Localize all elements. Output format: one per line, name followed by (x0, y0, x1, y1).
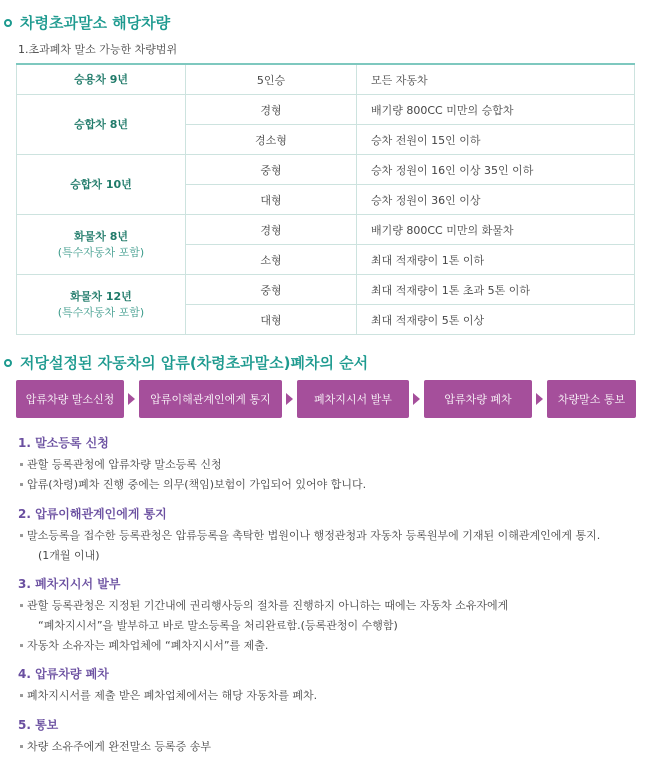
circle-bullet-icon (4, 359, 12, 367)
category-cell: 승합차 8년 (17, 95, 186, 155)
vehicle-range-table (16, 63, 635, 335)
desc-cell: 최대 적재량이 1톤 초과 5톤 이하 (357, 275, 635, 305)
table-row (17, 95, 635, 125)
step-bullet: 말소등록을 접수한 등록관청은 압류등록을 촉탁한 법원이나 행정관청과 자동차 등록원부에 기재된 이해관계인에게 통지. (27, 529, 601, 542)
section1-title: 차령초과말소 해당차량 (4, 12, 170, 33)
arrow-right-icon (413, 393, 420, 405)
size-cell: 경형 (186, 215, 357, 245)
size-cell: 경형 (186, 95, 357, 125)
step-bullet: 관할 등록관청은 지정된 기간내에 권리행사등의 절차를 진행하지 아니하는 때에는 자동차 소유자에게 (27, 599, 509, 612)
circle-bullet-icon (4, 19, 12, 27)
size-cell: 중형 (186, 155, 357, 185)
size-cell: 5인승 (186, 64, 357, 95)
category-cell (17, 215, 186, 275)
table-row (17, 275, 635, 305)
step-heading: 3. 폐차지시서 발부 (18, 577, 121, 591)
size-cell: 대형 (186, 305, 357, 335)
desc-cell: 승차 전원이 15인 이하 (357, 125, 635, 155)
section2-title: 저당설정된 자동차의 압류(차령초과말소)폐차의 순서 (4, 352, 368, 373)
arrow-right-icon (286, 393, 293, 405)
desc-cell: 승차 정원이 36인 이상 (357, 185, 635, 215)
step-heading: 2. 압류이해관계인에게 통지 (18, 507, 167, 521)
table-caption: 1.초과폐차 말소 가능한 차량범위 (18, 43, 178, 56)
flow-step: 압류이해관계인에게 통지 (139, 380, 282, 418)
desc-cell: 배기량 800CC 미만의 승합차 (357, 95, 635, 125)
flow-step: 차량말소 통보 (547, 380, 636, 418)
category-note: (특수자동차 포함) (57, 305, 145, 319)
step-continuation: (1개월 이내) (38, 549, 100, 562)
desc-cell: 모든 자동차 (357, 64, 635, 95)
step-bullet: 폐차지시서를 제출 받은 폐차업체에서는 해당 자동차를 폐차. (27, 689, 318, 702)
size-cell: 소형 (186, 245, 357, 275)
size-cell: 중형 (186, 275, 357, 305)
step-continuation: “폐차지시서”을 발부하고 바로 말소등록을 처리완료함.(등록관청이 수행함) (38, 619, 398, 632)
category-cell: 승합차 10년 (17, 155, 186, 215)
flow-step: 압류차량 말소신청 (16, 380, 124, 418)
step-heading: 1. 말소등록 신청 (18, 436, 109, 450)
category-cell: 승용차 9년 (17, 64, 186, 95)
process-flow (16, 380, 636, 418)
flow-step: 압류차량 폐차 (424, 380, 532, 418)
flow-step: 폐차지시서 발부 (297, 380, 409, 418)
size-cell: 대형 (186, 185, 357, 215)
desc-cell: 배기량 800CC 미만의 화물차 (357, 215, 635, 245)
step-bullet: 차량 소유주에게 완전말소 등록증 송부 (27, 740, 212, 753)
arrow-right-icon (128, 393, 135, 405)
step-heading: 4. 압류차량 폐차 (18, 667, 109, 681)
desc-cell: 최대 적재량이 5톤 이상 (357, 305, 635, 335)
desc-cell: 최대 적재량이 1톤 이하 (357, 245, 635, 275)
desc-cell: 승차 정원이 16인 이상 35인 이하 (357, 155, 635, 185)
category-note: (특수자동차 포함) (57, 245, 145, 259)
size-cell: 경소형 (186, 125, 357, 155)
table-row (17, 215, 635, 245)
arrow-right-icon (536, 393, 543, 405)
category-cell (17, 275, 186, 335)
category-label: 화물차 12년 (70, 289, 132, 303)
category-label: 화물차 8년 (74, 229, 128, 243)
step-bullet: 압류(차령)폐차 진행 중에는 의무(책임)보험이 가입되어 있어야 합니다. (27, 478, 367, 491)
table-row (17, 64, 635, 95)
step-bullet: 자동차 소유자는 폐차업체에 “폐차지시서”를 제출. (27, 639, 269, 652)
step-heading: 5. 통보 (18, 718, 59, 732)
step-bullet: 관할 등록관청에 압류차량 말소등록 신청 (27, 458, 222, 471)
table-row (17, 155, 635, 185)
